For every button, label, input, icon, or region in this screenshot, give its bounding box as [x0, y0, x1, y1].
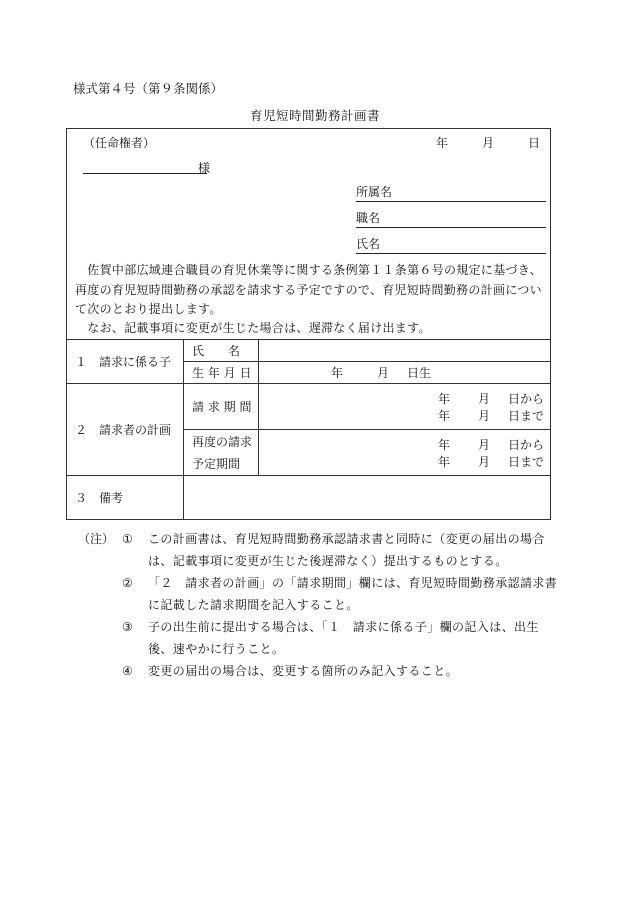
appointer-label: （任命権者） [83, 136, 156, 150]
remarks-label: ３ 備考 [67, 476, 184, 520]
replan-period-label [184, 430, 259, 476]
note-text: 子の出生前に提出する場合は、「１ 請求に係る子」欄の記入は、出生後、速やかに行うこと。 [148, 620, 539, 656]
replan-label-line1: 再度の請求 [192, 434, 253, 449]
header-box [66, 128, 551, 340]
notes-section [78, 528, 558, 682]
request-period-label: 請 求 期 間 [184, 384, 259, 430]
period-until-month: 月 [477, 408, 490, 423]
period-until-year: 年 [437, 408, 450, 423]
addressee-line[interactable] [83, 173, 207, 174]
note-text: 「２ 請求者の計画」の「請求期間」欄には、育児短時間勤務承認請求書に記載した請求期間を記入すること。 [148, 576, 558, 612]
child-name-input[interactable] [259, 340, 551, 362]
plan-section-label: ２ 請求者の計画 [67, 384, 184, 476]
remarks-input[interactable] [184, 476, 551, 520]
replan-label-line2: 予定期間 [192, 456, 241, 471]
period-from-month: 月 [477, 391, 490, 406]
child-name-label: 氏 名 [184, 340, 259, 362]
dob-day-label: 日生 [407, 366, 432, 380]
note-number: ④ [122, 664, 133, 678]
note-item [78, 616, 558, 660]
document-title: 育児短時間勤務計画書 [249, 108, 380, 123]
date-day-label: 日 [527, 136, 540, 150]
child-section-label: １ 請求に係る子 [67, 340, 184, 384]
period-from-year: 年 [437, 391, 450, 406]
affiliation-label: 所属名 [356, 185, 393, 199]
replan-until-year: 年 [437, 454, 450, 469]
note-text: 変更の届出の場合は、変更する箇所のみ記入すること。 [148, 664, 459, 678]
replan-from-day: 日から [507, 437, 544, 452]
date-month-label: 月 [481, 136, 494, 150]
name-label: 氏名 [356, 237, 381, 251]
form-number: 様式第４号（第９条関係） [73, 81, 224, 96]
period-from-day: 日から [507, 391, 544, 406]
position-label: 職名 [356, 211, 381, 225]
dob-year-label: 年 [331, 366, 344, 380]
notes-label: （注） [78, 532, 115, 546]
declaration-paragraph: 佐賀中部広域連合職員の育児休業等に関する条例第１１条第６号の規定に基づき、再度の育児短時間勤務の承認を請求する予定ですので、育児短時間勤務の計画について次のとおり提出します。 [75, 263, 542, 316]
position-field[interactable] [356, 209, 546, 228]
notification-paragraph: なお、記載事項に変更が生じた場合は、遅滞なく届け出ます。 [75, 321, 431, 335]
replan-from-year: 年 [437, 437, 450, 452]
period-until-day: 日まで [507, 408, 544, 423]
note-item [78, 660, 558, 682]
name-field[interactable] [356, 235, 546, 254]
request-period-input[interactable] [259, 384, 551, 430]
replan-from-month: 月 [477, 437, 490, 452]
date-year-label: 年 [435, 136, 448, 150]
note-item [78, 528, 558, 572]
child-dob-input[interactable] [259, 362, 551, 384]
replan-until-month: 月 [477, 454, 490, 469]
note-number: ③ [122, 620, 133, 634]
dob-month-label: 月 [377, 366, 390, 380]
note-item [78, 572, 558, 616]
replan-period-input[interactable] [259, 430, 551, 476]
child-dob-label: 生 年 月 日 [184, 362, 259, 384]
affiliation-field[interactable] [356, 183, 546, 202]
note-number: ② [122, 576, 133, 590]
plan-table [66, 339, 551, 520]
note-number: ① [122, 532, 133, 546]
replan-until-day: 日まで [507, 454, 544, 469]
submission-date [436, 134, 540, 151]
addressee-suffix: 様 [198, 161, 211, 175]
note-text: この計画書は、育児短時間勤務承認請求書と同時に（変更の届出の場合は、記載事項に変更が生じた後遅滞なく）提出するものとする。 [148, 532, 545, 568]
